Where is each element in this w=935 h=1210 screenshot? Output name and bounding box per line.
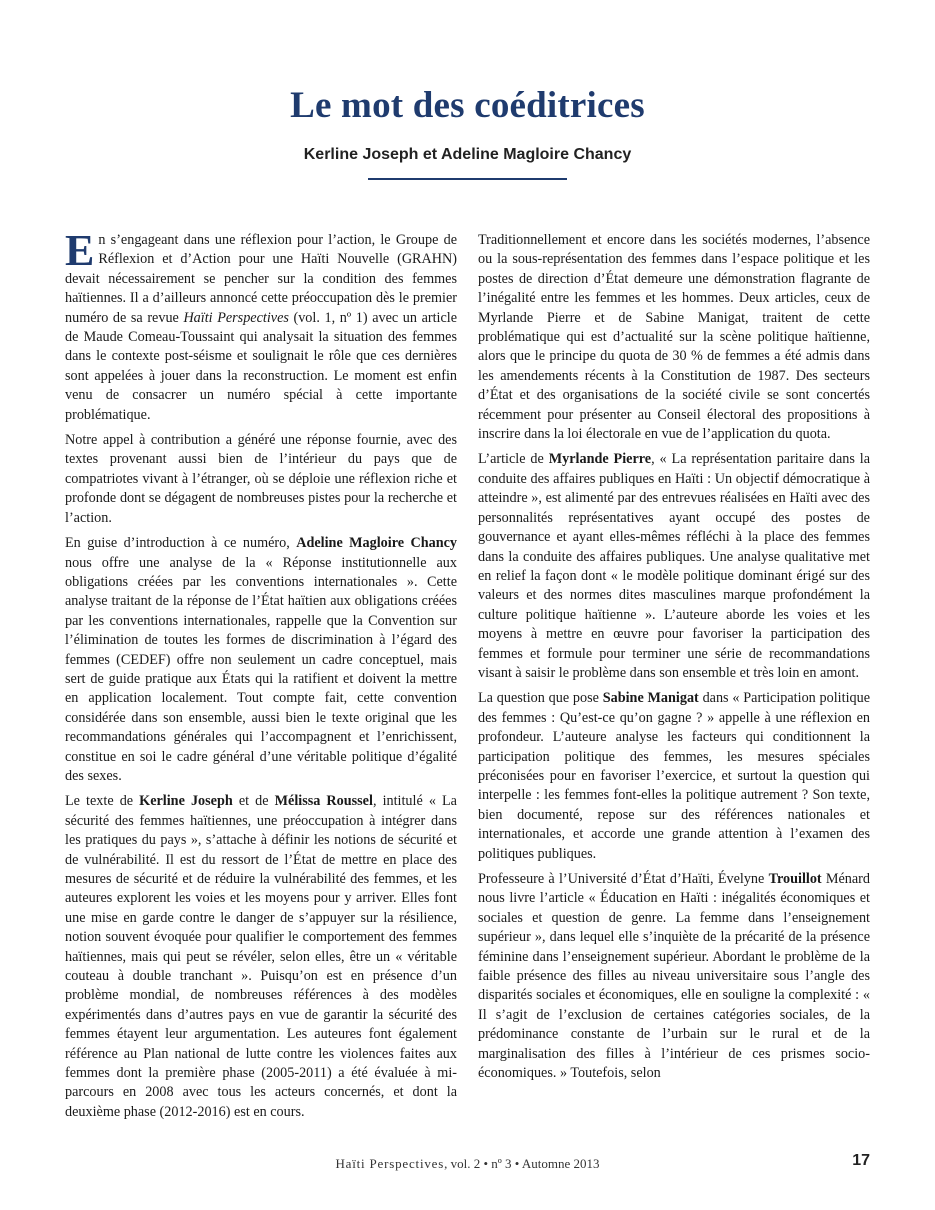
- author-name: Adeline Magloire Chancy: [296, 535, 457, 552]
- paragraph-6-before: L’article de: [478, 451, 549, 468]
- paragraph-2: Notre appel à contribution a généré une réponse fournie, avec des textes provenant aussi bien de l’intérieur du pays que de compatriotes vivant à l’étranger, où se déploie une réflexion riche et profonde dont se dégagent de nombreuses pistes pour la recherche et l’action.: [65, 432, 457, 526]
- paragraph-4-middle: et de: [232, 793, 275, 810]
- paragraph-8: [478, 870, 870, 1083]
- page-footer: [0, 1156, 935, 1172]
- author-name: Kerline Joseph: [139, 793, 233, 810]
- paragraph-6-after: , « La représentation paritaire dans la conduite des affaires publiques en Haïti : Un objectif démocratique à atteindre », est alimenté par des entrevues réalisées en Haïti avec des personnalités représentatives ayant occupé des postes de gouvernance et ayant elles-mêmes réfléchi à la place des femmes dans la conduite des affaires publiques. Une analyse qualitative met en relief la façon dont « le modèle politique dominant érigé sur des valeurs et des normes dites masculines marque profondément la culture politique haïtienne ». L’auteure aborde les voies et les moyens à mettre en œuvre pour favoriser la participation des femmes et formule pour terminer une série de recommandations visant à saisir le problème dans son ensemble et très loin en amont.: [478, 451, 871, 681]
- paragraph-3: [65, 534, 457, 786]
- paragraph-5: Traditionnellement et encore dans les sociétés modernes, l’absence ou la sous-représentation des femmes dans l’espace politique et les postes de direction d’État demeure une démonstration flagrante de l’inégalité entre les femmes et les hommes. Deux articles, ceux de Myrlande Pierre et de Sabine Manigat, traitent de cette problématique qui est d’actualité sur la scène politique haïtienne, alors que le principe du quota de 30 % de femmes a été admis dans les amendements récents à la Constitution de 1987. Des secteurs d’État et des organisations de la société civile se sont concertés récemment pour présenter au Conseil électoral des propositions à inscrire dans la loi électorale en vue de l’application du quota.: [478, 232, 870, 443]
- paragraph-4-after: , intitulé « La sécurité des femmes haïtiennes, une préoccupation à intégrer dans les pratiques du pays », s’attache à définir les notions de sécurité et de vulnérabilité. Il est du ressort de l’État de mettre en place des mesures de sécurité et de réduire la vulnérabilité des femmes, et les auteures explorent les voies et les moyens pour y arriver. Elles font une mise en garde contre le danger de s’appuyer sur la résilience, notion souvent évoquée pour qualifier le comportement des femmes haïtiennes, mais qui peut se révéler, selon elles, être un « véritable couteau à double tranchant ». Puisqu’on est en présence d’un problème mondial, de nombreuses références à des modèles expérimentés dans d’autres pays en vue de garantir la sécurité des femmes étayent leur argumentation. Les auteures font également référence au Plan national de lutte contre les violences faites aux femmes dont la première phase (2005-2011) a été évaluée à mi-parcours en 2008 avec tous les acteurs concernés, et dont la deuxième phase (2012-2016) est en cours.: [65, 793, 457, 1120]
- paragraph-1: [65, 226, 458, 425]
- journal-reference: Haïti Perspectives: [183, 309, 289, 326]
- paragraph-3-after: nous offre une analyse de la « Réponse institutionnelle aux obligations créées par les conventions internationales ». Cette analyse traitant de la réponse de l’État haïtien aux obligations créées par les conventions internationales, rappelle que la Convention sur l’élimination de toutes les formes de discrimination à l’égard des femmes (CEDEF) offre non seulement un cadre conceptuel, mais sert de guide pratique aux États qui la ratifient et doivent la mettre en application localement. Tout compte fait, cette convention considérée dans son ensemble, aussi bien le texte original que les recommandations générales qui l’accompagnent et l’enrichissent, constitue en soi le cadre général d’une véritable politique d’égalité des sexes.: [65, 554, 457, 784]
- paragraph-7-after: dans « Participation politique des femmes : Qu’est-ce qu’on gagne ? » appelle à une réflexion en profondeur. L’auteure analyse les facteurs qui conditionnent la participation politique des femmes, les mesures spéciales préconisées pour en favoriser l’exercice, et surtout la question qui interpelle : les femmes font-elles la politique autrement ? Son texte, bien documenté, repose sur des références nationales et internationales, et accorde une grande attention à l’examen des politiques publiques.: [478, 690, 870, 862]
- drop-cap: E: [65, 226, 95, 275]
- paragraph-1-text-after: (vol. 1, nº 1) avec un article de Maude Comeau-Toussaint qui analysait la situation des femmes dans le contexte post-séisme et soulignait le rôle que ces dernières sont appelées à jouer dans la reconstruction. Le moment est enfin venu de consacrer un numéro spécial à cette importante problématique.: [65, 309, 458, 423]
- paragraph-1-text: n s’engageant dans une réflexion pour l’action, le Groupe de Réflexion et d’Action pour une Haïti Nouvelle (GRAHN) devait nécessairement se pencher sur la condition des femmes haïtiennes. Il a d’ailleurs annoncé cette préoccupation dès le premier numéro de sa revue: [65, 232, 457, 326]
- author-name: Sabine Manigat: [602, 690, 699, 707]
- paragraph-6: [478, 450, 870, 683]
- left-column: [65, 226, 458, 1128]
- article-authors: Kerline Joseph et Adeline Magloire Chancy: [303, 146, 632, 163]
- author-name: Trouillot: [768, 871, 822, 887]
- paragraph-4-before: Le texte de: [65, 793, 140, 810]
- paragraph-7-before: La question que pose: [478, 690, 603, 707]
- article-title: Le mot des coéditrices: [290, 85, 645, 126]
- paragraph-8-before: Professeure à l’Université d’État d’Haïti, Évelyne: [478, 871, 769, 887]
- right-column: [478, 231, 870, 1089]
- author-name: Myrlande Pierre: [548, 451, 652, 468]
- paragraph-7: [478, 689, 870, 864]
- paragraph-3-before: En guise d’introduction à ce numéro,: [65, 535, 297, 552]
- footer-issue-info: , vol. 2 • nº 3 • Automne 2013: [444, 1156, 600, 1171]
- paragraph-8-after: Ménard nous livre l’article « Éducation en Haïti : inégalités économiques et sociales et question de genre. La femme dans l’enseignement supérieur », dans lequel elle s’inquiète de la précarité de la présence féminine dans l’enseignement supérieur. Abordant le problème de la faible présence des filles au niveau universitaire sous l’angle des disparités sociales et économiques, elle en souligne la complexité : « Il s’agit de l’exclusion de certaines catégories sociales, de la prédominance constante de l’urbain sur le rural et de la marginalisation des filles à l’intérieur de ces prismes socio-économiques. » Toutefois, selon: [478, 871, 870, 1082]
- page-number: 17: [852, 1152, 870, 1169]
- title-divider: [368, 178, 567, 180]
- footer-journal-name: Haïti Perspectives: [335, 1156, 445, 1171]
- author-name: Mélissa Roussel: [274, 793, 373, 810]
- paragraph-4: [65, 792, 457, 1122]
